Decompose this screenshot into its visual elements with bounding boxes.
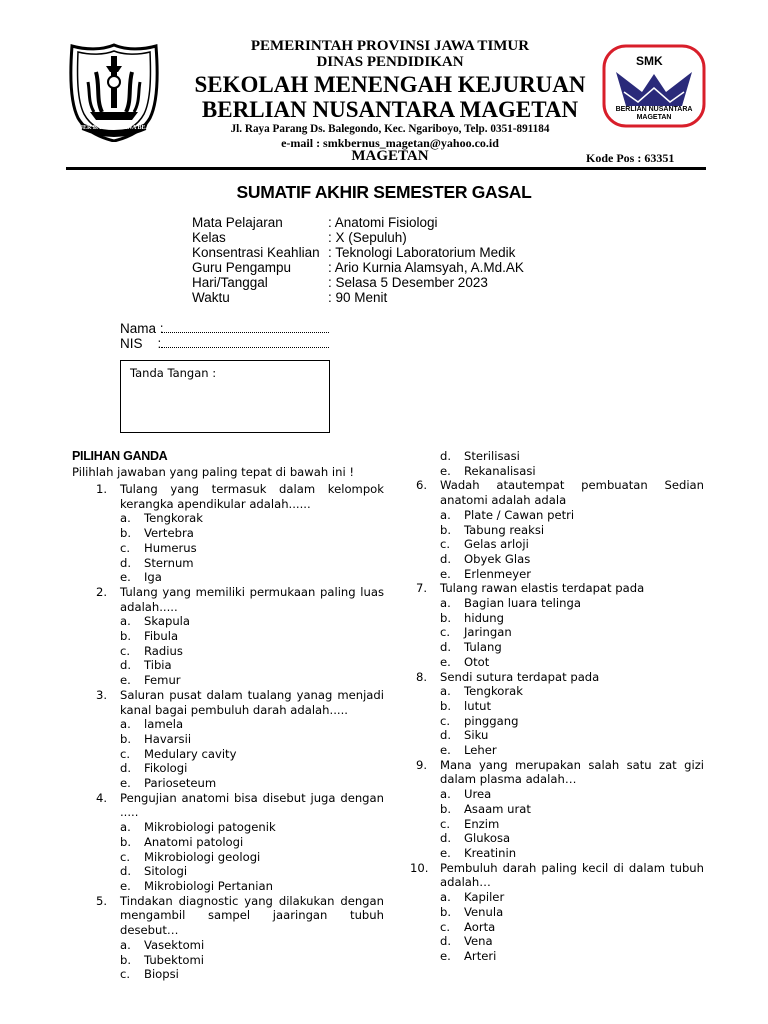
- option-letter: d.: [440, 728, 452, 743]
- option[interactable]: [72, 526, 384, 541]
- option-text: Humerus: [144, 540, 197, 555]
- option-letter: c.: [120, 849, 131, 864]
- option[interactable]: [72, 953, 384, 968]
- left-logo: [66, 42, 162, 142]
- option-text: Erlenmeyer: [464, 566, 531, 581]
- question-number: 9.: [416, 757, 428, 772]
- option-text: Mikrobiologi Pertanian: [144, 878, 273, 893]
- option[interactable]: [392, 890, 704, 905]
- option-letter: a.: [120, 937, 131, 952]
- school-name-line2: BERLIAN NUSANTARA MAGETAN: [201, 97, 579, 122]
- question-number: 6.: [416, 478, 428, 493]
- option-text: Plate / Cawan petri: [464, 507, 575, 522]
- option-letter: a.: [120, 717, 131, 732]
- section-title: PILIHAN GANDA: [72, 449, 168, 463]
- option-text: Rekanalisasi: [464, 463, 536, 478]
- option-text: Tibia: [144, 658, 172, 673]
- option-text: Tulang: [464, 640, 502, 655]
- option-letter: a.: [440, 596, 451, 611]
- option[interactable]: [392, 831, 704, 846]
- postal-code: Kode Pos : 63351: [586, 151, 675, 165]
- option-text: Tabung reaksi: [464, 522, 545, 537]
- option[interactable]: [72, 761, 384, 776]
- option-text: Obyek Glas: [464, 551, 531, 566]
- option-text: Leher: [464, 743, 497, 758]
- option-letter: c.: [120, 746, 131, 761]
- option-text: Bagian luara telinga: [464, 596, 581, 611]
- option-text: Venula: [464, 904, 504, 919]
- option[interactable]: [72, 511, 384, 526]
- option[interactable]: [392, 596, 704, 611]
- question-text: Tulang rawan elastis terdapat pada: [440, 581, 645, 596]
- question: [392, 478, 704, 507]
- option-letter: b.: [120, 731, 132, 746]
- option[interactable]: [392, 611, 704, 626]
- questions-left-column: [72, 482, 384, 982]
- option[interactable]: [72, 879, 384, 894]
- school-address: Jl. Raya Parang Ds. Balegondo, Kec. Ngariboyo, Telp. 0351-891184: [230, 123, 550, 135]
- option-text: Anatomi patologi: [144, 834, 244, 849]
- option-letter: a.: [440, 507, 451, 522]
- question: [392, 758, 704, 787]
- question-number: 7.: [416, 581, 428, 596]
- option[interactable]: [392, 684, 704, 699]
- option[interactable]: [392, 934, 704, 949]
- logo-ribbon-text: JER BASUKI MAWA BEA: [80, 125, 150, 131]
- option-text: Kreatinin: [464, 845, 517, 860]
- school-city: MAGETAN: [351, 148, 429, 164]
- question: [72, 585, 384, 614]
- header-divider: [66, 167, 706, 170]
- option[interactable]: [72, 541, 384, 556]
- info-value: : X (Sepuluh): [328, 230, 407, 245]
- option[interactable]: [72, 820, 384, 835]
- option-letter: e.: [440, 743, 451, 758]
- option[interactable]: [72, 673, 384, 688]
- option-text: Jaringan: [464, 625, 512, 640]
- option-letter: b.: [440, 801, 452, 816]
- option-text: Fibula: [144, 629, 179, 644]
- exam-title: SUMATIF AKHIR SEMESTER GASAL: [236, 182, 532, 202]
- option-text: pinggang: [464, 713, 519, 728]
- option-letter: e.: [440, 654, 451, 669]
- section-instruction: Pilihlah jawaban yang paling tepat di bawah ini !: [72, 465, 355, 479]
- info-label: Hari/Tanggal: [192, 275, 268, 290]
- option[interactable]: [392, 802, 704, 817]
- option-letter: e.: [120, 878, 131, 893]
- option-text: Tengkorak: [144, 511, 203, 526]
- option[interactable]: [392, 508, 704, 523]
- signature-label: Tanda Tangan :: [130, 366, 217, 380]
- question: [392, 670, 704, 685]
- option-text: Asaam urat: [464, 801, 531, 816]
- option-text: Enzim: [464, 816, 500, 831]
- info-label: Konsentrasi Keahlian: [192, 245, 320, 260]
- option-letter: a.: [440, 787, 451, 802]
- option-text: Sitologi: [144, 864, 188, 879]
- option-letter: b.: [120, 952, 132, 967]
- option[interactable]: [392, 625, 704, 640]
- option[interactable]: [392, 787, 704, 802]
- signature-box[interactable]: [120, 360, 330, 433]
- option-letter: b.: [440, 904, 452, 919]
- option-text: Fikologi: [144, 761, 188, 776]
- option-letter: d.: [120, 864, 132, 879]
- right-logo: [602, 44, 706, 128]
- option-text: Femur: [144, 673, 181, 688]
- option[interactable]: [392, 920, 704, 935]
- option-letter: a.: [440, 890, 451, 905]
- option-letter: c.: [120, 967, 131, 982]
- nama-field[interactable]: [161, 332, 329, 333]
- option[interactable]: [72, 938, 384, 953]
- option[interactable]: [392, 949, 704, 964]
- option[interactable]: [392, 567, 704, 582]
- option[interactable]: [72, 835, 384, 850]
- question-text: Wadah atautempat pembuatan Sedian anatomi adalah adala: [440, 478, 704, 508]
- option-text: Mikrobiologi geologi: [144, 849, 261, 864]
- question-number: 3.: [96, 687, 108, 702]
- option-letter: a.: [440, 684, 451, 699]
- info-value: : Ario Kurnia Alamsyah, A.Md.AK: [328, 260, 524, 275]
- header-line1: PEMERINTAH PROVINSI JAWA TIMUR: [250, 38, 530, 54]
- option-text: hidung: [464, 610, 504, 625]
- option-letter: d.: [440, 831, 452, 846]
- option[interactable]: [72, 967, 384, 982]
- option-letter: e.: [120, 673, 131, 688]
- option-letter: c.: [440, 625, 451, 640]
- question-number: 8.: [416, 669, 428, 684]
- option-text: Kapiler: [464, 890, 505, 905]
- option-letter: e.: [440, 566, 451, 581]
- option-text: Otot: [464, 654, 490, 669]
- question-number: 10.: [410, 860, 429, 875]
- option-letter: e.: [120, 776, 131, 791]
- option-text: Gelas arloji: [464, 537, 529, 552]
- question-text: Tulang yang memiliki permukaan paling luas adalah.....: [120, 584, 384, 614]
- question-text: Saluran pusat dalam tualang yanag menjadi kanal bagai pembuluh darah adalah.....: [120, 687, 384, 717]
- option-text: Siku: [464, 728, 489, 743]
- option[interactable]: [392, 655, 704, 670]
- option[interactable]: [72, 658, 384, 673]
- option-letter: d.: [120, 761, 132, 776]
- option-letter: a.: [120, 511, 131, 526]
- option-letter: d.: [440, 640, 452, 655]
- info-value: : 90 Menit: [328, 290, 388, 305]
- option-letter: e.: [120, 570, 131, 585]
- option-letter: d.: [440, 934, 452, 949]
- option-letter: b.: [440, 522, 452, 537]
- option-text: Havarsii: [144, 731, 192, 746]
- header-line2: DINAS PENDIDIKAN: [316, 54, 464, 70]
- option-letter: c.: [440, 537, 451, 552]
- option-letter: e.: [440, 948, 451, 963]
- option-letter: c.: [120, 540, 131, 555]
- option-text: Medulary cavity: [144, 746, 237, 761]
- question: [72, 688, 384, 717]
- nama-label: Nama :: [120, 321, 164, 336]
- option[interactable]: [392, 537, 704, 552]
- option[interactable]: [72, 850, 384, 865]
- option-letter: b.: [120, 629, 132, 644]
- option-letter: d.: [120, 658, 132, 673]
- option-letter: b.: [440, 610, 452, 625]
- school-email: e-mail : smkbernus_magetan@yahoo.co.id: [281, 136, 499, 150]
- option-letter: e.: [440, 845, 451, 860]
- option-text: Parioseteum: [144, 776, 217, 791]
- option-text: Glukosa: [464, 831, 511, 846]
- option[interactable]: [392, 846, 704, 861]
- option-text: Vena: [464, 934, 493, 949]
- option[interactable]: [392, 728, 704, 743]
- option-text: Skapula: [144, 614, 191, 629]
- option[interactable]: [72, 629, 384, 644]
- info-label: Mata Pelajaran: [192, 215, 283, 230]
- question-number: 2.: [96, 584, 108, 599]
- smk-logo-city: MAGETAN: [636, 114, 672, 121]
- nis-label: NIS :: [120, 336, 162, 351]
- question-text: Tindakan diagnostic yang dilakukan dengan mengambil sampel jaaringan tubuh desebut…: [120, 893, 384, 938]
- info-label: Kelas: [192, 230, 226, 245]
- option-text: lamela: [144, 717, 184, 732]
- info-value: : Anatomi Fisiologi: [328, 215, 438, 230]
- option-letter: c.: [440, 919, 451, 934]
- option-letter: d.: [120, 555, 132, 570]
- option-text: Urea: [464, 787, 492, 802]
- question-text: Pembuluh darah paling kecil di dalam tubuh adalah…: [440, 860, 704, 890]
- question-text: Sendi sutura terdapat pada: [440, 669, 600, 684]
- info-value: : Selasa 5 Desember 2023: [328, 275, 488, 290]
- question: [392, 581, 704, 596]
- question-text: Pengujian anatomi bisa disebut juga dengan .....: [120, 790, 384, 820]
- info-value: : Teknologi Laboratorium Medik: [328, 245, 516, 260]
- option[interactable]: [392, 640, 704, 655]
- question-number: 5.: [96, 893, 108, 908]
- option[interactable]: [72, 864, 384, 879]
- option-letter: e.: [440, 463, 451, 478]
- question: [72, 894, 384, 938]
- option[interactable]: [72, 776, 384, 791]
- option-text: Arteri: [464, 948, 497, 963]
- option[interactable]: [392, 523, 704, 538]
- option-text: Vasektomi: [144, 937, 205, 952]
- question-text: Mana yang merupakan salah satu zat gizi dalam plasma adalah…: [440, 757, 704, 787]
- option-text: Vertebra: [144, 526, 194, 541]
- question-text: Tulang yang termasuk dalam kelompok kerangka apendikular adalah......: [120, 482, 384, 511]
- question-number: 1.: [96, 482, 108, 496]
- option[interactable]: [392, 743, 704, 758]
- option-letter: b.: [120, 834, 132, 849]
- option[interactable]: [392, 464, 704, 479]
- option[interactable]: [72, 570, 384, 585]
- option-letter: c.: [440, 816, 451, 831]
- option[interactable]: [392, 714, 704, 729]
- option-text: lutut: [464, 698, 492, 713]
- question: [392, 861, 704, 890]
- nis-field[interactable]: [161, 347, 329, 348]
- option-text: Mikrobiologi patogenik: [144, 820, 276, 835]
- option-text: Tengkorak: [464, 684, 523, 699]
- option-text: Sterilisasi: [464, 449, 520, 463]
- option[interactable]: [392, 699, 704, 714]
- option[interactable]: [392, 817, 704, 832]
- option-letter: d.: [440, 449, 452, 463]
- question: [72, 791, 384, 820]
- option-letter: c.: [120, 643, 131, 658]
- smk-logo-name: BERLIAN NUSANTARA: [615, 106, 693, 113]
- question: [72, 482, 384, 511]
- option-letter: a.: [120, 614, 131, 629]
- option-text: Biopsi: [144, 967, 179, 982]
- option-text: Tubektomi: [144, 952, 205, 967]
- option[interactable]: [392, 449, 704, 464]
- smk-logo-label: SMK: [636, 54, 663, 68]
- option-letter: b.: [120, 526, 132, 541]
- option-letter: a.: [120, 820, 131, 835]
- option-letter: b.: [440, 698, 452, 713]
- info-label: Waktu: [192, 290, 230, 305]
- school-name-line1: SEKOLAH MENENGAH KEJURUAN: [194, 72, 586, 97]
- option-text: Sternum: [144, 555, 194, 570]
- option[interactable]: [72, 732, 384, 747]
- option-text: Iga: [144, 570, 162, 585]
- option[interactable]: [392, 552, 704, 567]
- option[interactable]: [72, 717, 384, 732]
- option[interactable]: [72, 747, 384, 762]
- info-label: Guru Pengampu: [192, 260, 292, 275]
- option[interactable]: [72, 556, 384, 571]
- option-letter: c.: [440, 713, 451, 728]
- option[interactable]: [72, 644, 384, 659]
- question-number: 4.: [96, 790, 108, 805]
- questions-right-column: [392, 449, 704, 964]
- option-letter: d.: [440, 551, 452, 566]
- option[interactable]: [392, 905, 704, 920]
- option-text: Aorta: [464, 919, 496, 934]
- option-text: Radius: [144, 643, 183, 658]
- option[interactable]: [72, 614, 384, 629]
